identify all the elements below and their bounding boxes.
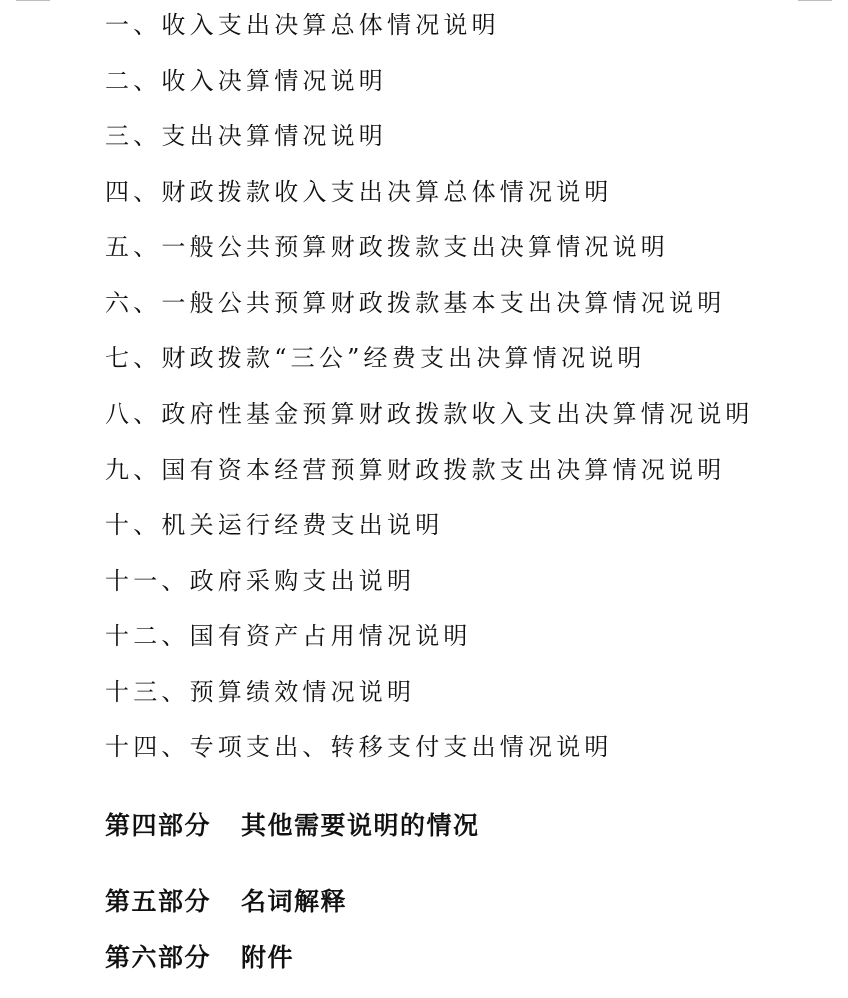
- toc-item: 四、财政拨款收入支出决算总体情况说明: [105, 178, 613, 206]
- toc-item: 九、国有资本经营预算财政拨款支出决算情况说明: [105, 456, 726, 484]
- toc-item: 十一、政府采购支出说明: [105, 567, 416, 595]
- toc-item: 三、支出决算情况说明: [105, 122, 387, 150]
- toc-item: 八、政府性基金预算财政拨款收入支出决算情况说明: [105, 400, 754, 428]
- section-part-label: 第五部分: [105, 887, 212, 916]
- toc-item: 二、收入决算情况说明: [105, 67, 387, 95]
- section-title: 其他需要说明的情况: [241, 811, 480, 840]
- toc-item: 七、财政拨款“三公”经费支出决算情况说明: [105, 344, 646, 372]
- section-heading: [105, 942, 294, 974]
- section-title: 附件: [241, 943, 295, 972]
- toc-item: 十四、专项支出、转移支付支出情况说明: [105, 733, 613, 761]
- toc-item: 六、一般公共预算财政拨款基本支出决算情况说明: [105, 289, 726, 317]
- section-heading: [105, 810, 480, 842]
- section-title: 名词解释: [241, 887, 348, 916]
- page-edge-mark-right: [798, 0, 832, 1]
- section-part-label: 第四部分: [105, 811, 212, 840]
- toc-item: 十三、预算绩效情况说明: [105, 678, 416, 706]
- toc-item: 十二、国有资产占用情况说明: [105, 622, 472, 650]
- toc-item: 一、收入支出决算总体情况说明: [105, 11, 500, 39]
- section-part-label: 第六部分: [105, 943, 212, 972]
- section-heading: [105, 886, 347, 918]
- toc-item: 五、一般公共预算财政拨款支出决算情况说明: [105, 233, 669, 261]
- toc-item: 十、机关运行经费支出说明: [105, 511, 444, 539]
- page-edge-mark-left: [16, 0, 50, 1]
